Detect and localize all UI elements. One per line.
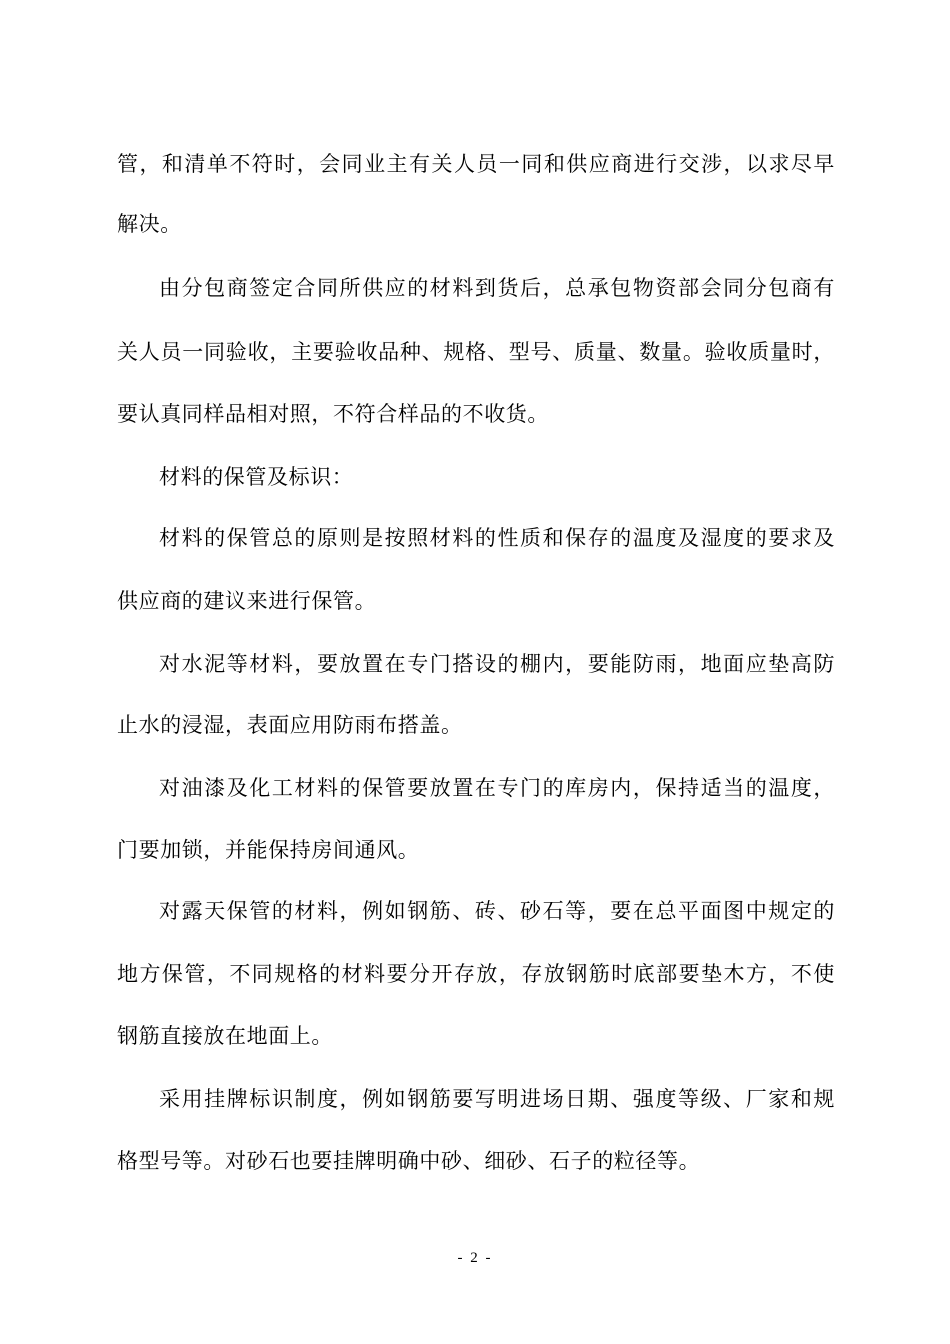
text-line: 对水泥等材料，要放置在专门搭设的棚内，要能防雨，地面应垫高防	[159, 652, 835, 676]
text-line: 对油漆及化工材料的保管要放置在专门的库房内，保持适当的温度，	[159, 776, 835, 800]
text-line: 解决。	[117, 212, 182, 236]
text-line: 供应商的建议来进行保管。	[117, 589, 377, 613]
text-line: 采用挂牌标识制度，例如钢筋要写明进场日期、强度等级、厂家和规	[159, 1087, 835, 1111]
text-line: 门要加锁，并能保持房间通风。	[117, 838, 420, 862]
text-line: 钢筋直接放在地面上。	[117, 1024, 333, 1048]
text-line: 对露天保管的材料，例如钢筋、砖、砂石等，要在总平面图中规定的	[159, 899, 835, 923]
text-line: 由分包商签定合同所供应的材料到货后，总承包物资部会同分包商有	[159, 276, 835, 300]
section-heading: 材料的保管及标识：	[159, 465, 354, 489]
text-line: 材料的保管总的原则是按照材料的性质和保存的温度及湿度的要求及	[159, 526, 835, 550]
text-line: 关人员一同验收，主要验收品种、规格、型号、质量、数量。验收质量时，	[117, 340, 835, 364]
text-line: 格型号等。对砂石也要挂牌明确中砂、细砂、石子的粒径等。	[117, 1149, 701, 1173]
page-number: - 2 -	[457, 1250, 493, 1266]
text-line: 管，和清单不符时，会同业主有关人员一同和供应商进行交涉，以求尽早	[117, 152, 835, 176]
text-line: 地方保管，不同规格的材料要分开存放，存放钢筋时底部要垫木方，不使	[117, 962, 835, 986]
text-line: 止水的浸湿，表面应用防雨布搭盖。	[117, 713, 463, 737]
text-line: 要认真同样品相对照，不符合样品的不收货。	[117, 402, 549, 426]
